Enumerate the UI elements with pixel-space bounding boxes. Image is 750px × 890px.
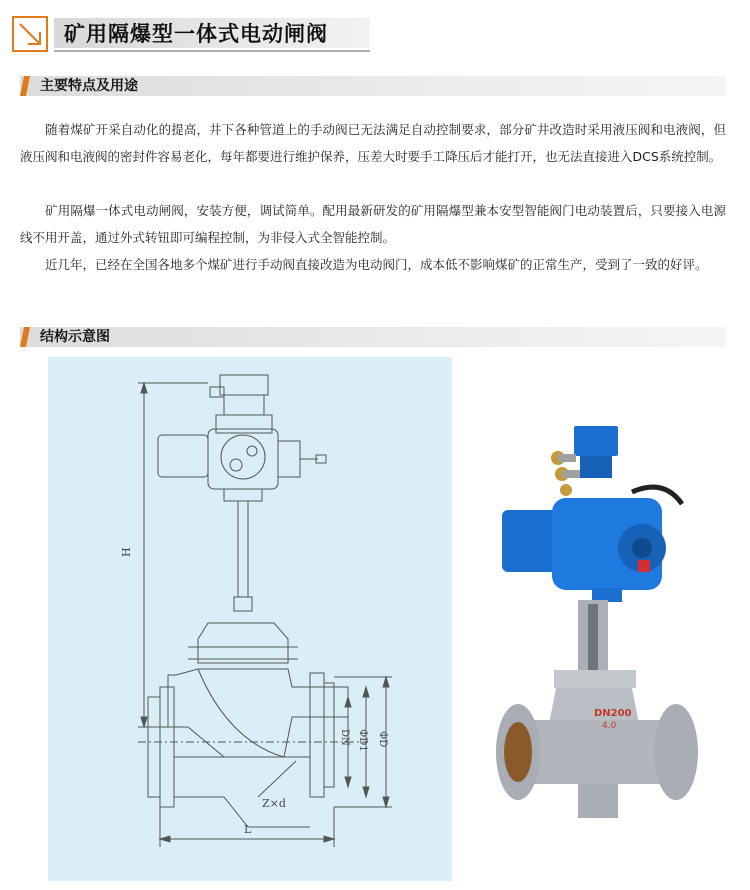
paragraph-1-text: 随着煤矿开采自动化的提高，井下各种管道上的手动阀已无法满足自动控制要求，部分矿井改造时采用液压阀和电液阀，但液压阀和电液阀的密封件容易老化，每年都要进行维护保养，压差大时要手工降压后才能打开，也无法直接进入DCS系统控制。 [20, 122, 726, 164]
structure-diagram [48, 357, 452, 881]
paragraph-2-text: 矿用隔爆一体式电动闸阀，安装方便，调试简单。配用最新研发的矿用隔爆型兼本安型智能阀门电动装置后，只要接入电源线不用开盖，通过外式转钮即可编程控制，为非侵入式全智能控制。 [20, 203, 726, 245]
photo-marking-pn: 4.0 [602, 721, 617, 731]
valve-photo [482, 420, 712, 830]
page-header [12, 14, 740, 54]
dim-label-h: H [120, 547, 133, 557]
paragraph-1 [20, 116, 726, 170]
section-header-features [20, 76, 726, 96]
paragraph-3 [20, 251, 726, 278]
paragraph-3-text: 近几年，已经在全国各地多个煤矿进行手动阀直接改造为电动阀门，成本低不影响煤矿的正常生产，受到了一致的好评。 [45, 257, 708, 272]
section-label-features: 主要特点及用途 [40, 78, 138, 94]
paragraph-2 [20, 197, 726, 251]
valve-drawing [48, 357, 452, 881]
title-underline [54, 50, 370, 52]
section-label-structure: 结构示意图 [40, 329, 110, 345]
dim-label-dn: DN [339, 729, 350, 746]
page-title: 矿用隔爆型一体式电动闸阀 [64, 22, 328, 46]
dim-label-bolt: Z×d [262, 797, 286, 810]
arrow-icon [12, 16, 48, 52]
dim-label-l: L [244, 823, 252, 836]
product-photo [482, 420, 712, 830]
section-header-structure [20, 327, 726, 347]
photo-marking-dn: DN200 [594, 708, 632, 719]
section-marker-icon [20, 327, 30, 347]
section-marker-icon [20, 76, 30, 96]
dim-label-d1: ΦD1 [357, 729, 368, 752]
dim-label-d: ΦD [377, 731, 388, 748]
